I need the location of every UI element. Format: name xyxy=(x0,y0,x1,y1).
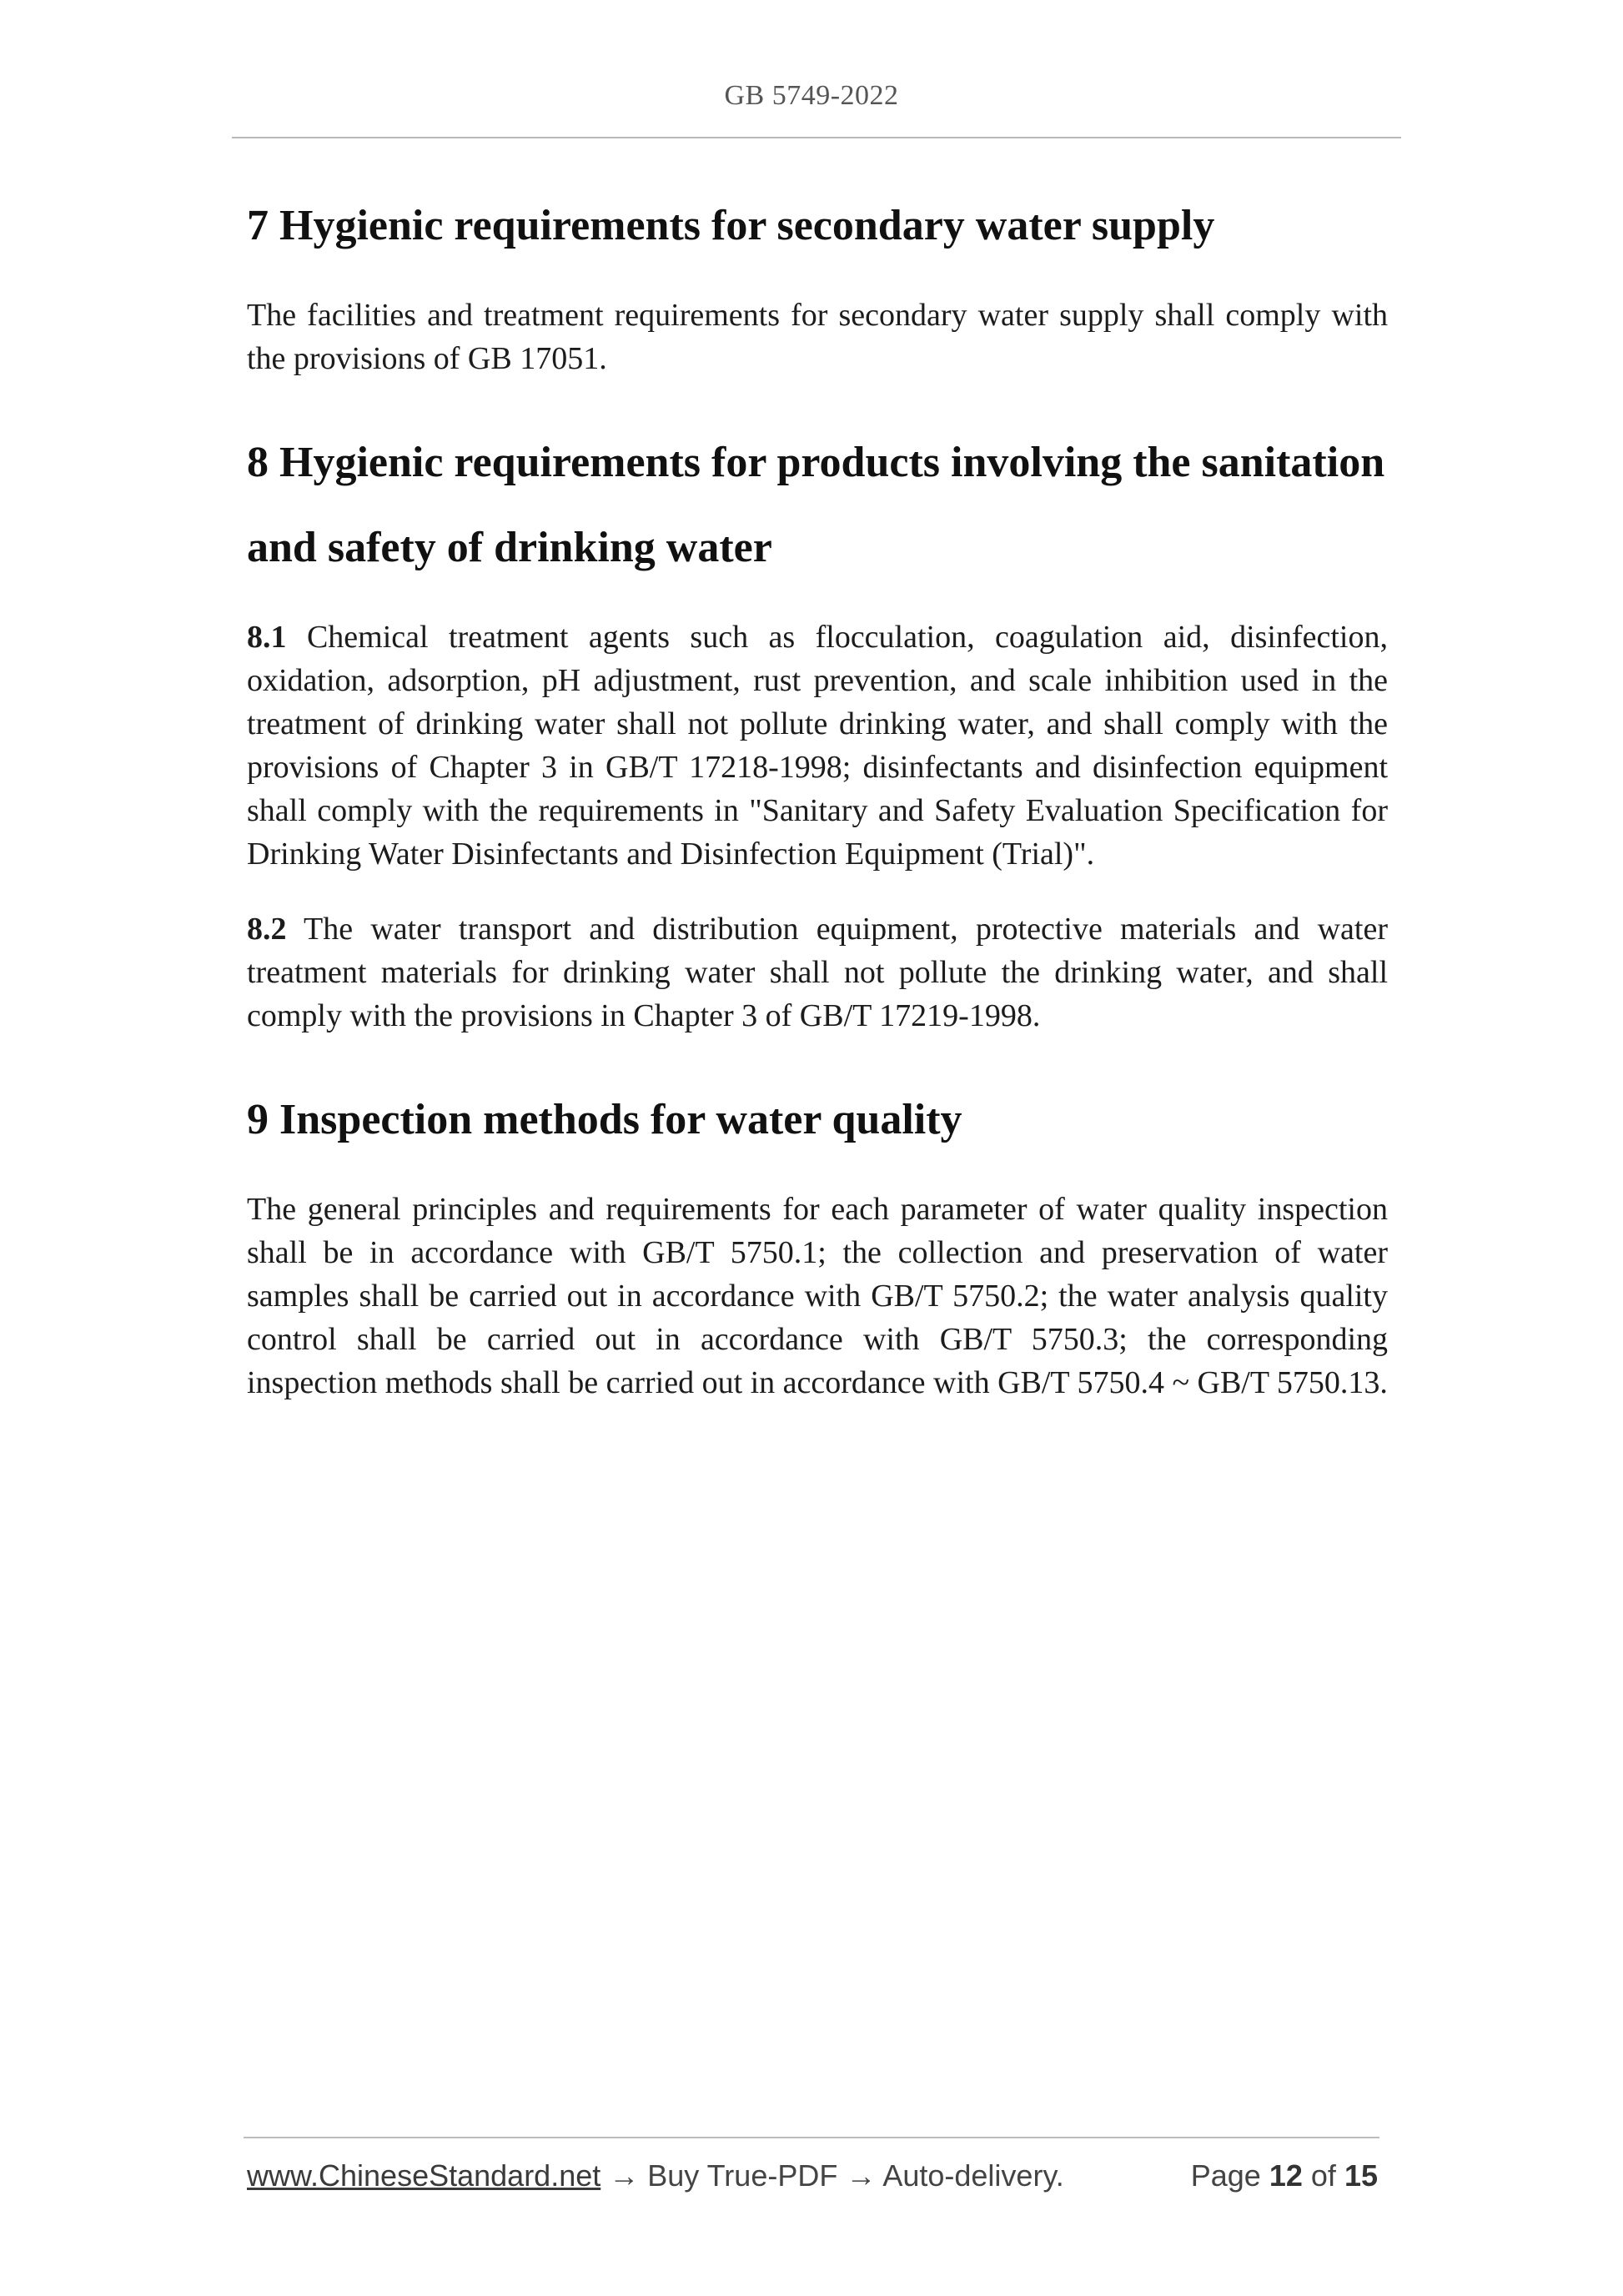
clause-8-2-text: The water transport and distribution equipment, protective materials and water treatment materials for drinking water shall not pollute the drinking water, and shall comply with the provisions in Chapter 3 of GB/T 17219-1998. xyxy=(247,912,1388,1033)
section-8-heading-line1: 8 Hygienic requirements for products involving the sanitation xyxy=(247,439,1385,486)
section-8-heading xyxy=(247,420,1388,590)
section-7-body: The facilities and treatment requirements for secondary water supply shall comply with the provisions of GB 17051. xyxy=(247,298,1388,376)
footer-divider xyxy=(244,2137,1379,2138)
of-label: of xyxy=(1310,2158,1336,2193)
page-current: 12 xyxy=(1269,2158,1303,2193)
clause-8-1-text: Chemical treatment agents such as flocculation, coagulation aid, disinfection, oxidation, adsorption, pH adjustment, rust prevention, and scale inhibition used in the treatment of drinking water shall not pollute drinking water, and shall comply with the provisions of Chapter 3 in GB/T 17218-1998; disinfectants and disinfection equipment shall comply with the requirements in "Sanitary and Safety Evaluation Specification for Drinking Water Disinfectants and Disinfection Equipment (Trial)". xyxy=(247,620,1388,872)
clause-8-2-number: 8.2 xyxy=(247,912,287,947)
footer-promo xyxy=(247,2158,1064,2193)
page-indicator xyxy=(1191,2158,1378,2193)
section-8-heading-line2: and safety of drinking water xyxy=(247,524,772,571)
clause-8-1-number: 8.1 xyxy=(247,620,287,655)
page-footer xyxy=(247,2158,1379,2202)
page-content xyxy=(247,183,1388,1404)
footer-promo-text: → Buy True-PDF → Auto-delivery. xyxy=(609,2158,1064,2193)
section-7-heading: 7 Hygienic requirements for secondary water supply xyxy=(247,202,1215,249)
running-header: GB 5749-2022 xyxy=(724,80,899,111)
section-9-heading: 9 Inspection methods for water quality xyxy=(247,1096,962,1143)
clause-8-1 xyxy=(247,615,1388,876)
website-link[interactable]: www.ChineseStandard.net xyxy=(247,2158,601,2193)
header-divider xyxy=(232,137,1401,138)
section-9-body: The general principles and requirements for each parameter of water quality inspection shall be in accordance with GB/T 5750.1; the collection and preservation of water samples shall be carried out in accordance with GB/T 5750.2; the water analysis quality control shall be carried out in accordance with GB/T 5750.3; the corresponding inspection methods shall be carried out in accordance with GB/T 5750.4 ~ GB/T 5750.13. xyxy=(247,1192,1388,1400)
page-total: 15 xyxy=(1344,2158,1378,2193)
page-label: Page xyxy=(1190,2158,1261,2193)
clause-8-2 xyxy=(247,907,1388,1037)
